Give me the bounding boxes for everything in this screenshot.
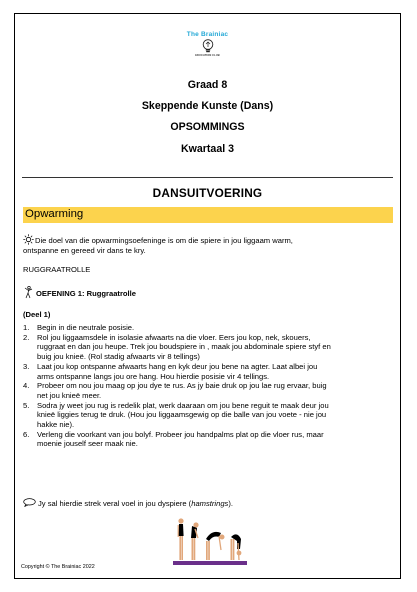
figure-rolling-down	[206, 532, 225, 560]
doc-type-heading: OPSOMMINGS	[170, 121, 245, 133]
exercise-heading	[23, 286, 136, 299]
figure-folded	[231, 534, 242, 560]
step-line: Probeer om nou jou maag op jou dye te rus. As jy baie druk op jou lae rug ervaar, buig	[37, 381, 327, 391]
brand-logo	[15, 31, 400, 57]
section-title: DANSUITVOERING	[152, 186, 263, 200]
step-line: buig jou knieë. (Rol stadig afwaarts vir 8 tellings)	[37, 352, 200, 362]
steps-list	[23, 323, 391, 449]
spine-roll-figures-illustration	[173, 517, 247, 565]
intro-line-1: Die doel van die opwarmingsoefeninge is om die spiere in jou liggaam warm,	[35, 236, 293, 245]
step-item	[23, 362, 391, 381]
stretch-figure-icon	[23, 286, 34, 299]
step-line: arms ontspanne langs jou ore hang. Hou hierdie posisie vir 4 tellings.	[37, 371, 270, 381]
document-page	[14, 13, 401, 579]
step-line: net jou knieë meer.	[37, 390, 102, 400]
speech-bubble-icon	[23, 498, 36, 507]
step-item	[23, 430, 391, 449]
step-line: moenie jouself seer maak nie.	[37, 439, 138, 449]
step-line: Verleng die voorkant van jou bolyf. Probeer jou handpalms plat op die vloer rus, maar	[37, 429, 324, 439]
step-line: Rol jou liggaamsdele in isolasie afwaarts na die vloer. Eers jou kop, nek, skouers,	[37, 332, 311, 342]
intro-paragraph	[23, 234, 389, 256]
brand-tagline: EDUCATION CLUB	[195, 54, 220, 57]
section-band	[23, 207, 393, 223]
step-number: 6.	[23, 429, 30, 439]
subject-heading: Skeppende Kunste (Dans)	[141, 100, 274, 112]
feel-prefix: Jy sal hierdie strek veral voel in jou dyspiere (	[38, 499, 192, 508]
step-item	[23, 323, 391, 333]
step-number: 4.	[23, 381, 30, 391]
figure-head-down	[191, 522, 199, 560]
band-label: Opwarming	[25, 208, 84, 220]
step-item	[23, 381, 391, 400]
step-number: 3.	[23, 361, 30, 371]
divider	[22, 177, 393, 178]
step-number: 5.	[23, 400, 30, 410]
step-line: Sodra jy weet jou rug is redelik plat, werk daaraan om jou bene reguit te maak deur jou	[37, 400, 329, 410]
step-item	[23, 333, 391, 362]
step-line: knieë liggies terug te druk. (Hou jou liggaamsgewig op die balle van jou voete - nie jou	[37, 410, 327, 420]
copyright: Copyright © The Brainiac 2022	[21, 564, 95, 570]
feel-suffix: ).	[228, 499, 233, 508]
feel-note	[23, 498, 233, 508]
sun-icon	[23, 234, 34, 245]
intro-line-2: ontspanne en gereed vir dans te kry.	[23, 246, 146, 255]
step-item	[23, 401, 391, 430]
grade-heading: Graad 8	[187, 79, 228, 91]
lightbulb-icon	[201, 39, 215, 54]
step-line: ruggraat en dan jou heupe. Trek jou boudspiere in , maak jou abdominale spiere styf en	[37, 342, 331, 352]
brand-name: The Brainiac	[186, 31, 229, 38]
feel-term: hamstrings	[191, 499, 229, 508]
subheading: RUGGRAATROLLE	[23, 265, 91, 274]
step-line: Begin in die neutrale posisie.	[37, 323, 135, 332]
step-number: 2.	[23, 332, 30, 342]
exercise-title: OEFENING 1: Ruggraatrolle	[36, 289, 136, 298]
figure-standing	[178, 518, 184, 560]
step-line: hakke nie).	[37, 420, 75, 430]
exercise-part: (Deel 1)	[23, 310, 51, 319]
term-heading: Kwartaal 3	[181, 143, 234, 155]
step-line: Laat jou kop ontspanne afwaarts hang en kyk deur jou bene na agter. Laat albei jou	[37, 361, 318, 371]
step-number: 1.	[23, 323, 30, 332]
